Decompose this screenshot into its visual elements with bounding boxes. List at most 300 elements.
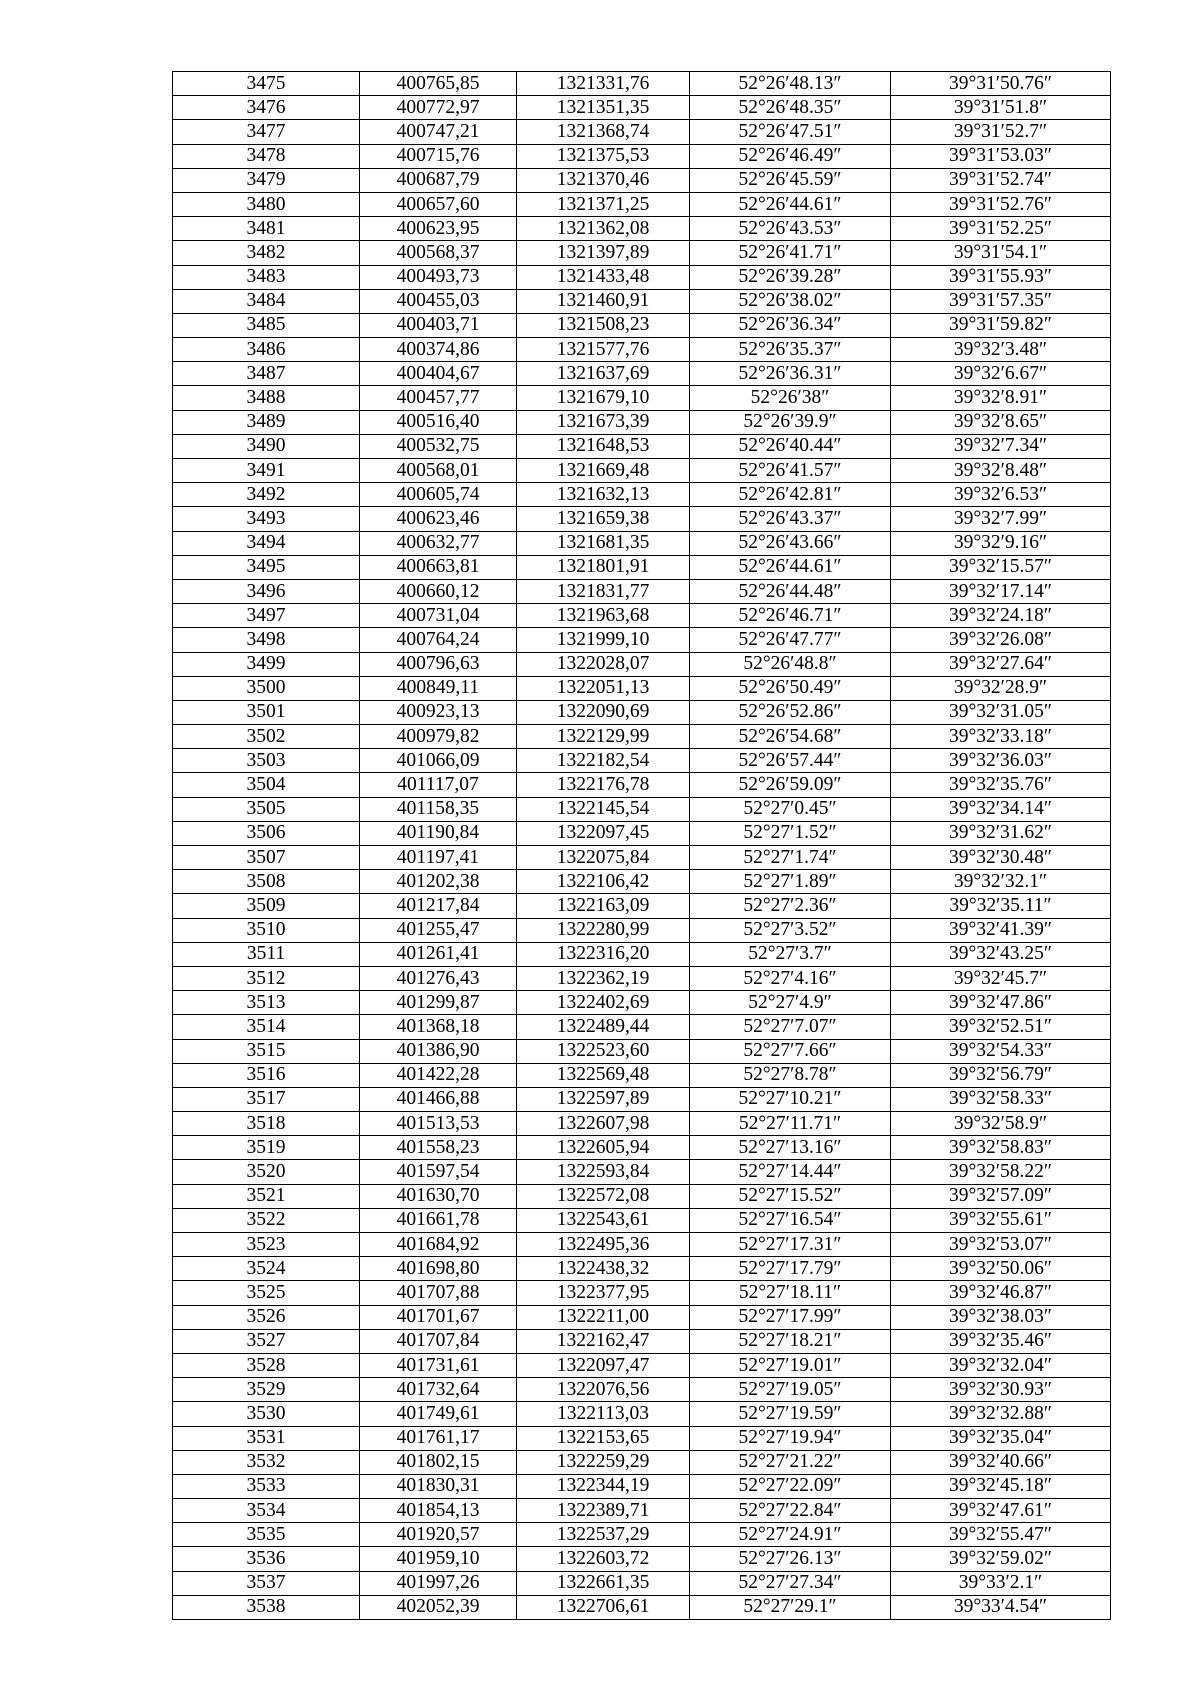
y-coordinate-cell: 1321632,13 [517,483,690,507]
point-number-cell: 3532 [173,1450,360,1474]
y-coordinate-cell: 1322097,45 [517,821,690,845]
y-coordinate-cell: 1322211,00 [517,1305,690,1329]
table-row [173,773,1111,797]
point-number-cell: 3519 [173,1136,360,1160]
table-row [173,338,1111,362]
table-row [173,1378,1111,1402]
y-coordinate-cell: 1322661,35 [517,1571,690,1595]
table-row [173,1184,1111,1208]
x-coordinate-cell: 401422,28 [360,1063,517,1087]
y-coordinate-cell: 1322075,84 [517,846,690,870]
y-coordinate-cell: 1321831,77 [517,579,690,603]
point-number-cell: 3535 [173,1523,360,1547]
longitude-cell: 39°32′41.39″ [891,918,1111,942]
longitude-cell: 39°32′54.33″ [891,1039,1111,1063]
x-coordinate-cell: 401217,84 [360,894,517,918]
point-number-cell: 3510 [173,918,360,942]
table-row [173,676,1111,700]
latitude-cell: 52°27′0.45″ [690,797,891,821]
latitude-cell: 52°26′36.34″ [690,313,891,337]
y-coordinate-cell: 1322597,89 [517,1087,690,1111]
y-coordinate-cell: 1322572,08 [517,1184,690,1208]
latitude-cell: 52°27′17.31″ [690,1233,891,1257]
longitude-cell: 39°32′27.64″ [891,652,1111,676]
y-coordinate-cell: 1322076,56 [517,1378,690,1402]
table-row [173,168,1111,192]
x-coordinate-cell: 401255,47 [360,918,517,942]
y-coordinate-cell: 1322106,42 [517,870,690,894]
x-coordinate-cell: 401959,10 [360,1547,517,1571]
point-number-cell: 3500 [173,676,360,700]
y-coordinate-cell: 1321637,69 [517,362,690,386]
table-row [173,386,1111,410]
y-coordinate-cell: 1321673,39 [517,410,690,434]
point-number-cell: 3520 [173,1160,360,1184]
longitude-cell: 39°32′59.02″ [891,1547,1111,1571]
table-row [173,1353,1111,1377]
table-row [173,265,1111,289]
latitude-cell: 52°26′39.28″ [690,265,891,289]
x-coordinate-cell: 401732,64 [360,1378,517,1402]
latitude-cell: 52°27′19.01″ [690,1353,891,1377]
point-number-cell: 3497 [173,604,360,628]
coordinates-table [172,71,1111,1620]
y-coordinate-cell: 1322316,20 [517,942,690,966]
latitude-cell: 52°26′47.77″ [690,628,891,652]
longitude-cell: 39°32′7.99″ [891,507,1111,531]
x-coordinate-cell: 400623,95 [360,217,517,241]
table-row [173,1547,1111,1571]
y-coordinate-cell: 1322162,47 [517,1329,690,1353]
x-coordinate-cell: 400796,63 [360,652,517,676]
y-coordinate-cell: 1321375,53 [517,144,690,168]
y-coordinate-cell: 1321371,25 [517,192,690,216]
table-row [173,362,1111,386]
table-row [173,1402,1111,1426]
x-coordinate-cell: 400923,13 [360,700,517,724]
y-coordinate-cell: 1322028,07 [517,652,690,676]
x-coordinate-cell: 400605,74 [360,483,517,507]
latitude-cell: 52°27′17.99″ [690,1305,891,1329]
latitude-cell: 52°26′48.8″ [690,652,891,676]
latitude-cell: 52°27′7.66″ [690,1039,891,1063]
latitude-cell: 52°26′41.57″ [690,459,891,483]
latitude-cell: 52°27′21.22″ [690,1450,891,1474]
table-row [173,821,1111,845]
point-number-cell: 3516 [173,1063,360,1087]
point-number-cell: 3483 [173,265,360,289]
y-coordinate-cell: 1322489,44 [517,1015,690,1039]
latitude-cell: 52°27′17.79″ [690,1257,891,1281]
y-coordinate-cell: 1322129,99 [517,725,690,749]
longitude-cell: 39°32′47.86″ [891,991,1111,1015]
latitude-cell: 52°27′14.44″ [690,1160,891,1184]
table-row [173,1571,1111,1595]
table-row [173,531,1111,555]
latitude-cell: 52°27′2.36″ [690,894,891,918]
longitude-cell: 39°32′43.25″ [891,942,1111,966]
x-coordinate-cell: 401117,07 [360,773,517,797]
table-row [173,1474,1111,1498]
table-row [173,507,1111,531]
latitude-cell: 52°26′43.66″ [690,531,891,555]
table-row [173,313,1111,337]
latitude-cell: 52°26′38″ [690,386,891,410]
x-coordinate-cell: 400632,77 [360,531,517,555]
longitude-cell: 39°33′2.1″ [891,1571,1111,1595]
x-coordinate-cell: 401854,13 [360,1499,517,1523]
longitude-cell: 39°31′52.25″ [891,217,1111,241]
x-coordinate-cell: 400772,97 [360,96,517,120]
latitude-cell: 52°27′19.59″ [690,1402,891,1426]
latitude-cell: 52°27′3.7″ [690,942,891,966]
longitude-cell: 39°32′7.34″ [891,434,1111,458]
point-number-cell: 3533 [173,1474,360,1498]
x-coordinate-cell: 400404,67 [360,362,517,386]
point-number-cell: 3530 [173,1402,360,1426]
longitude-cell: 39°32′46.87″ [891,1281,1111,1305]
table-row [173,1015,1111,1039]
x-coordinate-cell: 400764,24 [360,628,517,652]
point-number-cell: 3504 [173,773,360,797]
latitude-cell: 52°26′47.51″ [690,120,891,144]
table-row [173,1281,1111,1305]
point-number-cell: 3476 [173,96,360,120]
latitude-cell: 52°26′59.09″ [690,773,891,797]
x-coordinate-cell: 401698,80 [360,1257,517,1281]
x-coordinate-cell: 401513,53 [360,1112,517,1136]
table-row [173,1087,1111,1111]
y-coordinate-cell: 1322523,60 [517,1039,690,1063]
y-coordinate-cell: 1322402,69 [517,991,690,1015]
point-number-cell: 3529 [173,1378,360,1402]
x-coordinate-cell: 401661,78 [360,1208,517,1232]
x-coordinate-cell: 400623,46 [360,507,517,531]
longitude-cell: 39°31′52.7″ [891,120,1111,144]
table-row [173,144,1111,168]
longitude-cell: 39°32′35.11″ [891,894,1111,918]
point-number-cell: 3487 [173,362,360,386]
longitude-cell: 39°31′54.1″ [891,241,1111,265]
table-row [173,120,1111,144]
x-coordinate-cell: 401802,15 [360,1450,517,1474]
x-coordinate-cell: 401830,31 [360,1474,517,1498]
y-coordinate-cell: 1321679,10 [517,386,690,410]
y-coordinate-cell: 1322182,54 [517,749,690,773]
x-coordinate-cell: 401761,17 [360,1426,517,1450]
latitude-cell: 52°26′46.49″ [690,144,891,168]
longitude-cell: 39°32′58.33″ [891,1087,1111,1111]
y-coordinate-cell: 1321351,35 [517,96,690,120]
longitude-cell: 39°32′17.14″ [891,579,1111,603]
point-number-cell: 3513 [173,991,360,1015]
x-coordinate-cell: 401701,67 [360,1305,517,1329]
latitude-cell: 52°26′36.31″ [690,362,891,386]
y-coordinate-cell: 1322389,71 [517,1499,690,1523]
x-coordinate-cell: 401630,70 [360,1184,517,1208]
table-row [173,1257,1111,1281]
y-coordinate-cell: 1321999,10 [517,628,690,652]
point-number-cell: 3537 [173,1571,360,1595]
longitude-cell: 39°32′8.91″ [891,386,1111,410]
point-number-cell: 3496 [173,579,360,603]
table-row [173,1063,1111,1087]
point-number-cell: 3525 [173,1281,360,1305]
latitude-cell: 52°27′22.09″ [690,1474,891,1498]
longitude-cell: 39°32′40.66″ [891,1450,1111,1474]
longitude-cell: 39°32′50.06″ [891,1257,1111,1281]
point-number-cell: 3531 [173,1426,360,1450]
longitude-cell: 39°32′9.16″ [891,531,1111,555]
table-row [173,1523,1111,1547]
table-row [173,192,1111,216]
latitude-cell: 52°27′27.34″ [690,1571,891,1595]
x-coordinate-cell: 401707,88 [360,1281,517,1305]
point-number-cell: 3486 [173,338,360,362]
table-row [173,1450,1111,1474]
longitude-cell: 39°32′58.9″ [891,1112,1111,1136]
point-number-cell: 3475 [173,72,360,96]
y-coordinate-cell: 1321669,48 [517,459,690,483]
y-coordinate-cell: 1321508,23 [517,313,690,337]
table-row [173,555,1111,579]
y-coordinate-cell: 1322145,54 [517,797,690,821]
x-coordinate-cell: 400765,85 [360,72,517,96]
longitude-cell: 39°32′30.48″ [891,846,1111,870]
point-number-cell: 3538 [173,1595,360,1619]
latitude-cell: 52°27′24.91″ [690,1523,891,1547]
x-coordinate-cell: 400493,73 [360,265,517,289]
latitude-cell: 52°27′4.9″ [690,991,891,1015]
x-coordinate-cell: 400660,12 [360,579,517,603]
x-coordinate-cell: 400403,71 [360,313,517,337]
y-coordinate-cell: 1322259,29 [517,1450,690,1474]
point-number-cell: 3485 [173,313,360,337]
point-number-cell: 3521 [173,1184,360,1208]
longitude-cell: 39°32′32.1″ [891,870,1111,894]
y-coordinate-cell: 1321577,76 [517,338,690,362]
longitude-cell: 39°31′52.74″ [891,168,1111,192]
point-number-cell: 3528 [173,1353,360,1377]
latitude-cell: 52°26′52.86″ [690,700,891,724]
y-coordinate-cell: 1322377,95 [517,1281,690,1305]
latitude-cell: 52°27′1.74″ [690,846,891,870]
point-number-cell: 3527 [173,1329,360,1353]
latitude-cell: 52°26′44.61″ [690,192,891,216]
x-coordinate-cell: 401684,92 [360,1233,517,1257]
longitude-cell: 39°31′59.82″ [891,313,1111,337]
table-row [173,1426,1111,1450]
latitude-cell: 52°26′42.81″ [690,483,891,507]
y-coordinate-cell: 1322593,84 [517,1160,690,1184]
latitude-cell: 52°27′1.89″ [690,870,891,894]
latitude-cell: 52°27′10.21″ [690,1087,891,1111]
coordinates-table-body [173,72,1111,1620]
table-row [173,483,1111,507]
y-coordinate-cell: 1322569,48 [517,1063,690,1087]
point-number-cell: 3522 [173,1208,360,1232]
y-coordinate-cell: 1322603,72 [517,1547,690,1571]
point-number-cell: 3490 [173,434,360,458]
x-coordinate-cell: 400663,81 [360,555,517,579]
x-coordinate-cell: 401386,90 [360,1039,517,1063]
x-coordinate-cell: 400715,76 [360,144,517,168]
longitude-cell: 39°32′35.04″ [891,1426,1111,1450]
latitude-cell: 52°26′43.37″ [690,507,891,531]
point-number-cell: 3501 [173,700,360,724]
point-number-cell: 3491 [173,459,360,483]
x-coordinate-cell: 400457,77 [360,386,517,410]
table-row [173,870,1111,894]
point-number-cell: 3509 [173,894,360,918]
table-row [173,72,1111,96]
y-coordinate-cell: 1321362,08 [517,217,690,241]
y-coordinate-cell: 1322607,98 [517,1112,690,1136]
point-number-cell: 3503 [173,749,360,773]
y-coordinate-cell: 1322163,09 [517,894,690,918]
x-coordinate-cell: 400731,04 [360,604,517,628]
table-row [173,942,1111,966]
y-coordinate-cell: 1321433,48 [517,265,690,289]
point-number-cell: 3489 [173,410,360,434]
longitude-cell: 39°32′58.83″ [891,1136,1111,1160]
point-number-cell: 3484 [173,289,360,313]
x-coordinate-cell: 401276,43 [360,966,517,990]
latitude-cell: 52°27′8.78″ [690,1063,891,1087]
longitude-cell: 39°32′53.07″ [891,1233,1111,1257]
table-row [173,894,1111,918]
y-coordinate-cell: 1321659,38 [517,507,690,531]
longitude-cell: 39°32′28.9″ [891,676,1111,700]
point-number-cell: 3507 [173,846,360,870]
y-coordinate-cell: 1322176,78 [517,773,690,797]
latitude-cell: 52°26′39.9″ [690,410,891,434]
table-row [173,1112,1111,1136]
y-coordinate-cell: 1322495,36 [517,1233,690,1257]
x-coordinate-cell: 401261,41 [360,942,517,966]
latitude-cell: 52°26′48.13″ [690,72,891,96]
y-coordinate-cell: 1322153,65 [517,1426,690,1450]
table-row [173,1233,1111,1257]
table-row [173,1160,1111,1184]
y-coordinate-cell: 1322362,19 [517,966,690,990]
x-coordinate-cell: 401066,09 [360,749,517,773]
x-coordinate-cell: 400979,82 [360,725,517,749]
x-coordinate-cell: 401190,84 [360,821,517,845]
table-row [173,579,1111,603]
y-coordinate-cell: 1321681,35 [517,531,690,555]
longitude-cell: 39°32′36.03″ [891,749,1111,773]
table-row [173,410,1111,434]
longitude-cell: 39°32′26.08″ [891,628,1111,652]
latitude-cell: 52°26′44.61″ [690,555,891,579]
latitude-cell: 52°27′15.52″ [690,1184,891,1208]
x-coordinate-cell: 400532,75 [360,434,517,458]
longitude-cell: 39°32′8.65″ [891,410,1111,434]
longitude-cell: 39°32′55.47″ [891,1523,1111,1547]
point-number-cell: 3523 [173,1233,360,1257]
point-number-cell: 3494 [173,531,360,555]
x-coordinate-cell: 401731,61 [360,1353,517,1377]
longitude-cell: 39°32′35.46″ [891,1329,1111,1353]
longitude-cell: 39°32′32.88″ [891,1402,1111,1426]
x-coordinate-cell: 400687,79 [360,168,517,192]
longitude-cell: 39°32′30.93″ [891,1378,1111,1402]
latitude-cell: 52°26′54.68″ [690,725,891,749]
table-row [173,289,1111,313]
point-number-cell: 3517 [173,1087,360,1111]
longitude-cell: 39°32′6.67″ [891,362,1111,386]
point-number-cell: 3479 [173,168,360,192]
x-coordinate-cell: 400455,03 [360,289,517,313]
longitude-cell: 39°31′53.03″ [891,144,1111,168]
point-number-cell: 3514 [173,1015,360,1039]
longitude-cell: 39°33′4.54″ [891,1595,1111,1619]
point-number-cell: 3482 [173,241,360,265]
latitude-cell: 52°26′45.59″ [690,168,891,192]
y-coordinate-cell: 1321963,68 [517,604,690,628]
point-number-cell: 3518 [173,1112,360,1136]
table-row [173,1305,1111,1329]
longitude-cell: 39°32′31.62″ [891,821,1111,845]
latitude-cell: 52°27′4.16″ [690,966,891,990]
x-coordinate-cell: 402052,39 [360,1595,517,1619]
y-coordinate-cell: 1321368,74 [517,120,690,144]
longitude-cell: 39°32′57.09″ [891,1184,1111,1208]
table-row [173,241,1111,265]
y-coordinate-cell: 1322344,19 [517,1474,690,1498]
latitude-cell: 52°27′22.84″ [690,1499,891,1523]
point-number-cell: 3508 [173,870,360,894]
y-coordinate-cell: 1322097,47 [517,1353,690,1377]
table-row [173,918,1111,942]
x-coordinate-cell: 401749,61 [360,1402,517,1426]
x-coordinate-cell: 400374,86 [360,338,517,362]
longitude-cell: 39°31′52.76″ [891,192,1111,216]
y-coordinate-cell: 1322051,13 [517,676,690,700]
longitude-cell: 39°32′3.48″ [891,338,1111,362]
table-row [173,434,1111,458]
x-coordinate-cell: 401466,88 [360,1087,517,1111]
latitude-cell: 52°26′35.37″ [690,338,891,362]
point-number-cell: 3526 [173,1305,360,1329]
y-coordinate-cell: 1321648,53 [517,434,690,458]
point-number-cell: 3478 [173,144,360,168]
point-number-cell: 3506 [173,821,360,845]
x-coordinate-cell: 400747,21 [360,120,517,144]
table-row [173,700,1111,724]
longitude-cell: 39°31′50.76″ [891,72,1111,96]
longitude-cell: 39°32′52.51″ [891,1015,1111,1039]
x-coordinate-cell: 400568,01 [360,459,517,483]
longitude-cell: 39°32′33.18″ [891,725,1111,749]
longitude-cell: 39°32′15.57″ [891,555,1111,579]
table-row [173,1329,1111,1353]
latitude-cell: 52°26′46.71″ [690,604,891,628]
table-row [173,628,1111,652]
x-coordinate-cell: 401202,38 [360,870,517,894]
x-coordinate-cell: 401197,41 [360,846,517,870]
y-coordinate-cell: 1322090,69 [517,700,690,724]
y-coordinate-cell: 1322543,61 [517,1208,690,1232]
longitude-cell: 39°32′6.53″ [891,483,1111,507]
point-number-cell: 3493 [173,507,360,531]
table-row [173,966,1111,990]
longitude-cell: 39°32′58.22″ [891,1160,1111,1184]
longitude-cell: 39°32′56.79″ [891,1063,1111,1087]
latitude-cell: 52°27′29.1″ [690,1595,891,1619]
table-row [173,96,1111,120]
